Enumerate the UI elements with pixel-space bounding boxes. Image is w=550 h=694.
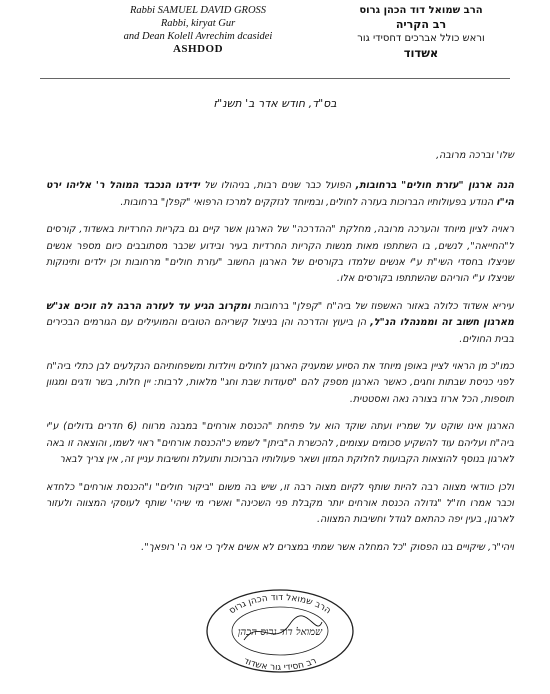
stamp-graphic	[204, 588, 356, 674]
stamp-bottom-text: רב חסידי גור אשדוד	[241, 656, 319, 674]
letter-date: בס"ד, חודש אדר ב' תשנ"ז	[213, 97, 337, 110]
paragraph-3-text-a: עיריא אשדוד כלולה באזור האשפוז של ביה"ח "קפלן" ברחובות	[250, 300, 514, 312]
letterhead-he-name: הרב שמואל דוד הכהן גרוס	[359, 5, 483, 16]
letter-body	[46, 148, 514, 567]
letterhead-en-name: Rabbi SAMUEL DAVID GROSS	[129, 5, 267, 16]
paragraph-1-mohel: הנכבד המוהל ר' אליהו ירט הי"ו	[46, 180, 514, 208]
paragraph-6: ולכן כוודאי מצווה רבה להיות שותף לקיום מצוה רבה זו, שיש בה משום "ביקור חולים" ו"הכנסת אורחים" כלחדא וכבר אמרו חז"ל "גדולה הכנסת אורחים יותר מקבלת פני השכינה" ואשרי מי שיהי' שותף לעוסקי המצווה ולעזור לארגון, בעין יפה כהתאם לגודל וחשיבות המצווה.	[46, 481, 514, 526]
paragraph-1-text-a: הפועל כבר שנים רבות, בניהולו של	[199, 180, 356, 192]
letterhead-en-city: ASHDOD	[172, 43, 224, 55]
paragraph-1-org: הנה ארגון "עזרת חולים" ברחובות,	[355, 180, 514, 192]
letterhead-english	[88, 4, 308, 56]
letterhead-hebrew	[326, 4, 516, 60]
paragraph-7: ויהי"ר, שיקויים בנו הפסוק "כל המחלה אשר שמתי במצרים לא אשים אליך כי אני ה' רופאך".	[141, 541, 514, 553]
paragraph-1-text-b: הנודע בפעולותיו הברוכות בעזרה לחולים, ובמיוחד לנזקקים למרכז הרפואי "קפלן" ברחובות.	[120, 196, 497, 208]
paragraph-3-emphasis: ומקרוב הגיע עד לעזרה הרבה לה זוכים אנ"ש מארגון חשוב זה וממנהלו הנ"ל,	[46, 300, 514, 329]
paragraph-2: ראויה לציון מיוחד והערכה מרובה, מחלקת "ההדרכה" של הארגון אשר קיים גם בקריות החרדיות באשדוד, קורסים ל"החייאה", לנשים, בו השתתפו מאות מנשות הקריות החרדיות בעיר ובידוע שכבר מסתובבים כיום מספר אנשים שניצלו בחסדי השי"ת ע"י אנשים שלמדו בקורסים של הארגון החשוב "עזרת חולים" מרחובות וכן ילדים ותינוקות שניצלו ע"י הוריהם שהשתתפו בקורסים אלו.	[46, 224, 514, 285]
letterhead-he-city: אשדוד	[403, 46, 439, 60]
letterhead-he-title: רב הקריה	[395, 18, 447, 31]
paragraph-1-friend: ידידנו	[175, 180, 200, 192]
paragraph-1	[46, 178, 514, 211]
stamp-signature: שמואל דוד גרוס הכהן	[237, 627, 323, 638]
letterhead-en-title: Rabbi, kiryat Gur	[160, 18, 236, 29]
letter-greeting: שלו' וברכה מרובה,	[436, 150, 514, 161]
paragraph-3-text-b: הן ביעוץ והדרכה והן בניצול קשריהם הטובים והמועילים עם הגורמים הבכירים בבית החולים.	[46, 317, 514, 345]
stamp-ring-text: הרב שמואל דוד הכהן גרוס	[227, 592, 333, 617]
paragraph-5: הארגון אינו שוקט על שמריו ועתה שוקד הוא על פתיחת "הכנסת אורחים" במבנה מרווח (6 חדרים גדולים) ע"י ביה"ח ועליהם עוד להשקיע סכומים עצומים, להכשרת ה"ביתן" לשמש כ"הכנסת אורחים" ראוי לשמו, והוצאה זו באה לארגון בנוסף להוצאות הקבועות לחלוקת המזון ושאר פעולותיו הברוכות ותועלת וחשיבות עניין זה, אין צריך לבאר	[46, 421, 514, 466]
letterhead-en-dean: and Dean Kolell Avrechim dcasidei	[123, 31, 273, 42]
rabbi-stamp	[204, 588, 356, 674]
paragraph-4: כמו"כ מן הראוי לציין באופן מיוחד את הסיוע שמעניק הארגון לחולים ויולדות ומשפחותיהם הנקלעים לבן כתלי ביה"ח לפני כניסת שבתות וחגים, כאשר הארגון מספק להם "סעודות שבת וחג" מלאות, לרבות: יין חלות, בשר ודגים ומגוון תוספות, הכל ארוז בצורה נאה ואסטטית.	[46, 361, 514, 405]
letterhead-he-dean: וראש כולל אברכים דחסידי גור	[357, 33, 485, 44]
letterhead-divider	[40, 78, 510, 79]
paragraph-3	[46, 299, 514, 348]
